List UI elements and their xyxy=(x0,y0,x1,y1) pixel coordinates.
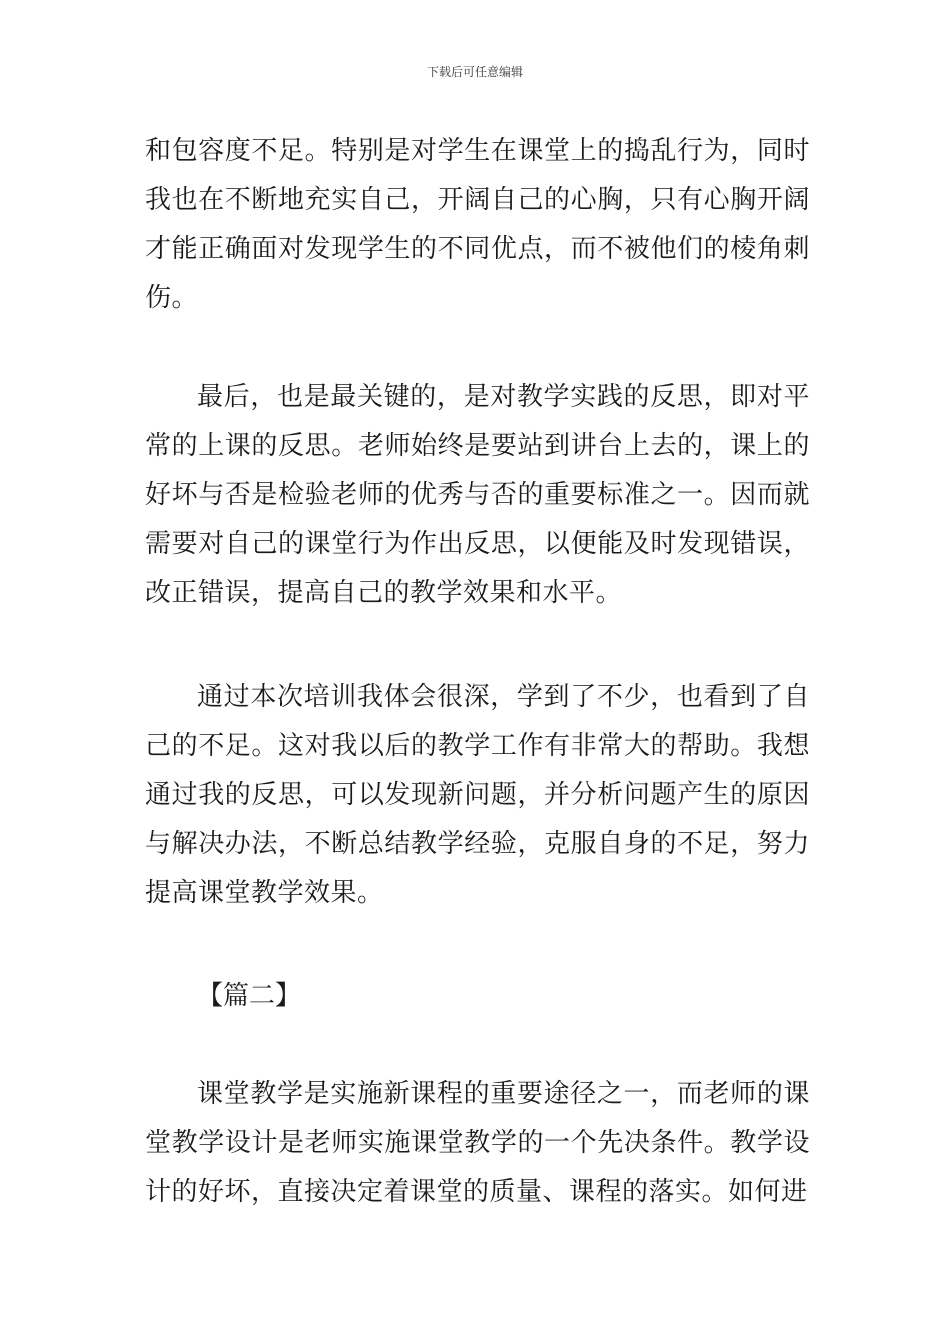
paragraph-chapter-two-intro: 课堂教学是实施新课程的重要途径之一，而老师的课堂教学设计是老师实施课堂教学的一个先决条件。教学设计的好坏，直接决定着课堂的质量、课程的落实。如何进 xyxy=(145,1079,810,1207)
paragraph-training-summary: 通过本次培训我体会很深，学到了不少，也看到了自己的不足。这对我以后的教学工作有非常大的帮助。我想通过我的反思，可以发现新问题，并分析问题产生的原因与解决办法，不断总结教学经验，克服自身的不足，努力提高课堂教学效果。 xyxy=(145,682,810,908)
page-header-note: 下载后可任意编辑 xyxy=(426,65,523,79)
paragraph-reflection-practice: 最后，也是最关键的，是对教学实践的反思，即对平常的上课的反思。老师始终是要站到讲台上去的，课上的好坏与否是检验老师的优秀与否的重要标准之一。因而就需要对自己的课堂行为作出反思，以便能及时发现错误，改正错误，提高自己的教学效果和水平。 xyxy=(145,382,810,608)
paragraph-continuation: 和包容度不足。特别是对学生在课堂上的捣乱行为，同时我也在不断地充实自己，开阔自己的心胸，只有心胸开阔才能正确面对发现学生的不同优点，而不被他们的棱角刺伤。 xyxy=(145,136,810,313)
section-heading: 【篇二】 xyxy=(197,981,302,1011)
